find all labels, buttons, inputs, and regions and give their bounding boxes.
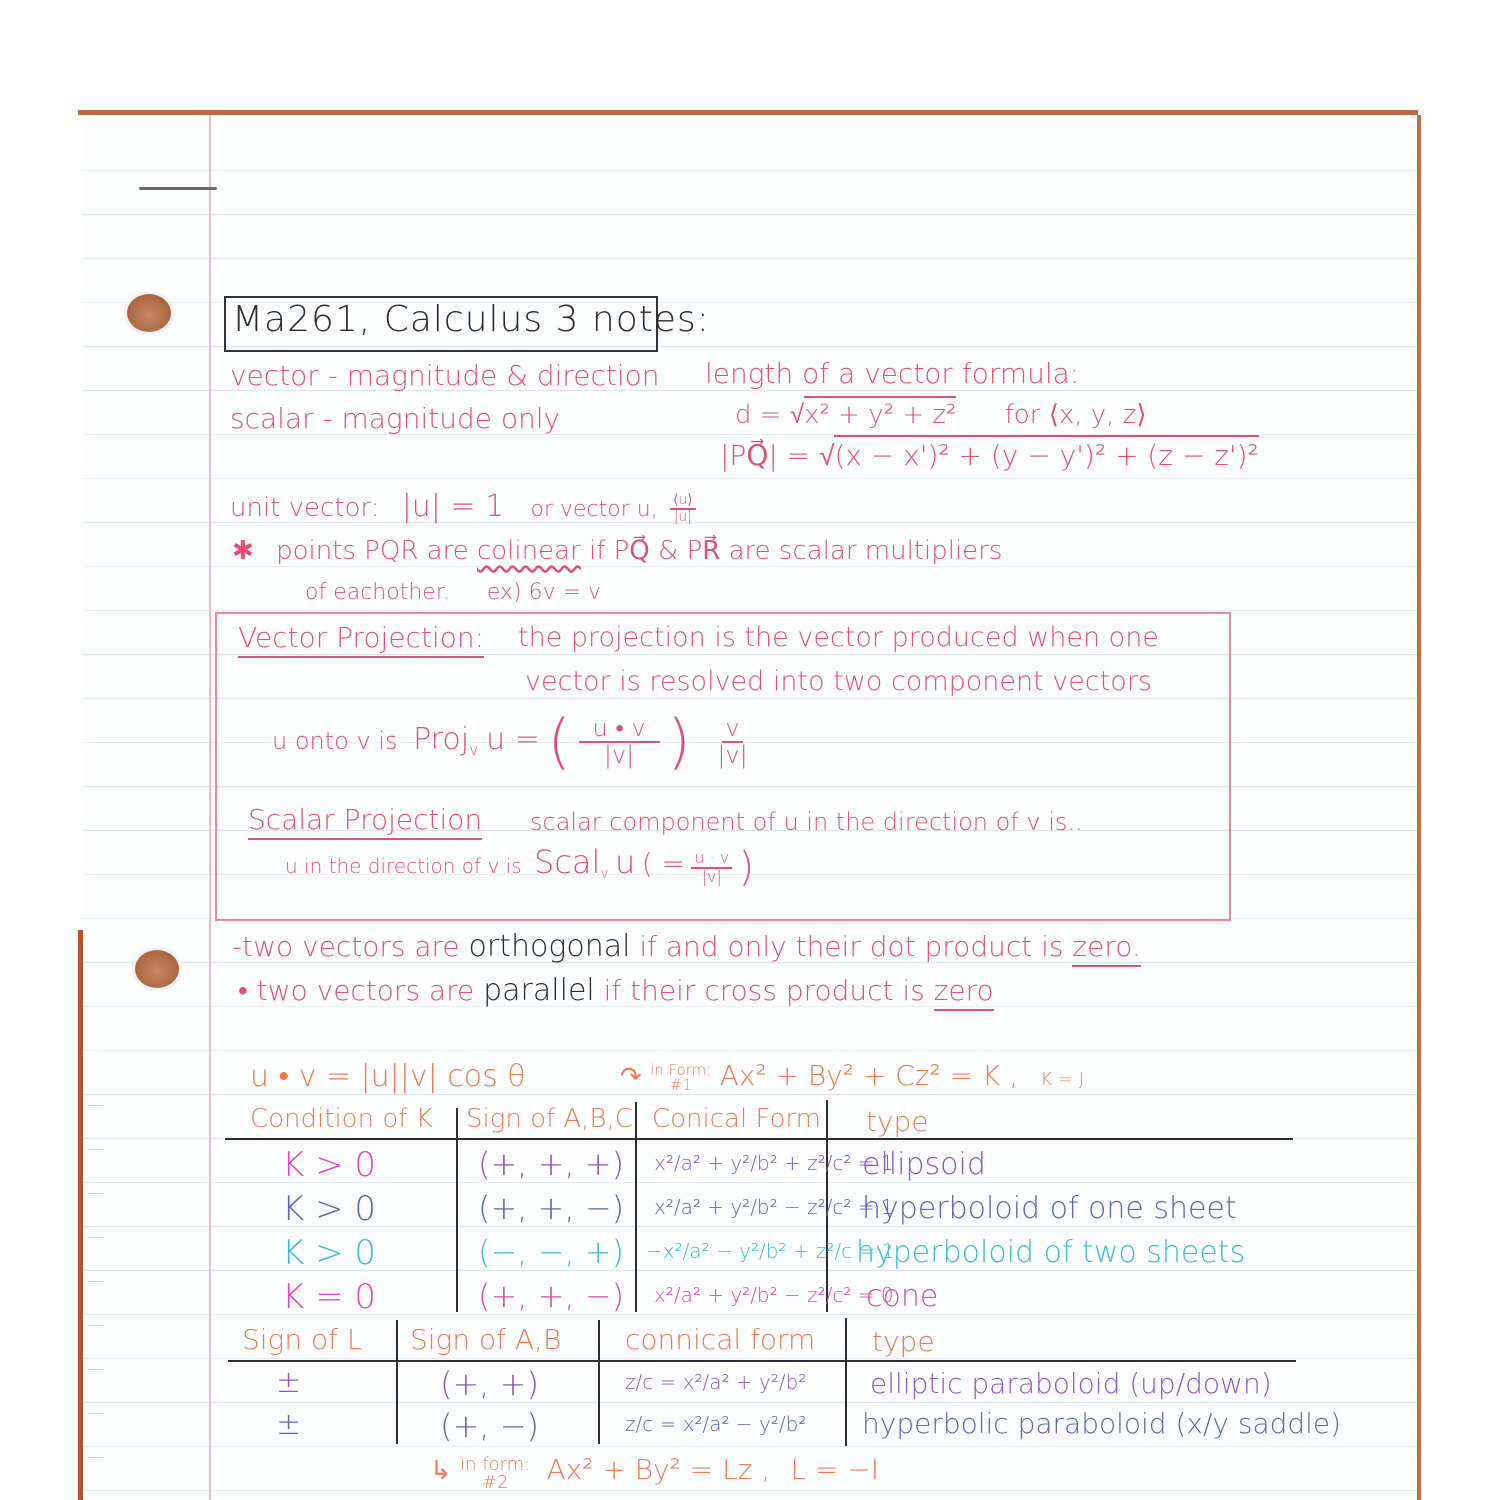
table2-divider bbox=[598, 1320, 600, 1444]
table2-header-condition: Sign of L bbox=[242, 1323, 363, 1356]
distance-lhs: d = bbox=[735, 400, 782, 430]
scalar-projection-formula: u in the direction of v is Scal$_v$ u ( = $\frac{u \cdot v}{|v|}$ ) bbox=[285, 843, 755, 891]
vector-projection-desc-1: the projection is the vector produced when one bbox=[518, 622, 1159, 653]
ruler-tick bbox=[88, 1237, 104, 1238]
ruler-tick bbox=[88, 1457, 104, 1458]
table1-divider bbox=[635, 1102, 637, 1312]
table2-header-rule bbox=[228, 1360, 1296, 1362]
table1-header-condition: Condition of K bbox=[250, 1104, 433, 1134]
vector-projection-formula: u onto v is Proj$_v$ u = ( $\frac{u • v}{|v|}$ ) $\frac{v}{|v|}$ bbox=[272, 712, 751, 772]
ruler-tick bbox=[88, 1105, 104, 1106]
pq-lhs: |PQ⃗| = bbox=[720, 439, 811, 472]
return-arrow-icon: ↳ bbox=[430, 1456, 452, 1486]
vector-definition: vector - magnitude & direction bbox=[230, 359, 660, 392]
rule-orthogonal: -two vectors are orthogonal if and only their dot product is zero. bbox=[232, 932, 1141, 962]
pq-length-formula bbox=[720, 439, 1259, 472]
scalar-definition: scalar - magnitude only bbox=[230, 402, 561, 435]
ruler-tick bbox=[88, 1149, 104, 1150]
rule-parallel: • two vectors are parallel if their cross product is zero bbox=[238, 976, 994, 1006]
asterisk-icon: ✱ bbox=[232, 536, 254, 566]
dot-over-magnitude-fraction: $\frac{u • v}{|v|}$ bbox=[579, 716, 660, 768]
page-title: Ma261, Calculus 3 notes: bbox=[232, 299, 710, 340]
table1-header-signs: Sign of A,B,C bbox=[466, 1104, 633, 1134]
colinear-line2: of eachother. ex) 6v = v bbox=[305, 580, 602, 605]
table2-header-type: type bbox=[872, 1325, 935, 1358]
unit-vector-label: unit vector: bbox=[230, 493, 380, 523]
dot-product-formula: u • v = |u||v| cos θ bbox=[250, 1059, 526, 1094]
desk-edge-left bbox=[78, 930, 83, 1500]
table1-header-form: Conical Form bbox=[652, 1104, 821, 1134]
ruler-tick bbox=[88, 1281, 104, 1282]
parallel-keyword: parallel bbox=[483, 973, 595, 1008]
punch-hole-middle bbox=[135, 950, 179, 988]
margin-line bbox=[209, 115, 211, 1500]
ruler-tick bbox=[88, 1369, 104, 1370]
table2-header-form: connical form bbox=[625, 1323, 816, 1356]
curved-arrow-icon: ↷ bbox=[620, 1062, 642, 1092]
staple bbox=[139, 187, 217, 190]
distance-formula bbox=[735, 402, 1146, 428]
table1-divider bbox=[456, 1108, 458, 1312]
vector-projection-desc-2: vector is resolved into two component vectors bbox=[525, 666, 1152, 697]
punch-hole-top bbox=[127, 294, 171, 332]
table1-header-rule bbox=[225, 1138, 1293, 1140]
unit-vector-condition: |u| = 1 bbox=[401, 489, 505, 524]
quadric-form-2: ↳ in form: #2 Ax² + By² = Lz , L = −I bbox=[430, 1453, 880, 1493]
ruler-tick bbox=[88, 1413, 104, 1414]
table1-header-type: type bbox=[866, 1105, 929, 1138]
table2-divider bbox=[396, 1320, 398, 1444]
colinear-example: ex) 6v = v bbox=[486, 580, 602, 605]
ruler-tick bbox=[88, 1193, 104, 1194]
unit-vector-or: or vector u, bbox=[530, 497, 658, 522]
pq-radicand: (x − x')² + (y − y')² + (z − z')² bbox=[834, 435, 1258, 472]
ruler-tick bbox=[88, 1325, 104, 1326]
distance-radicand: x² + y² + z² bbox=[804, 396, 956, 430]
unit-vector-fraction: $\frac{⟨u⟩}{|u|}$ bbox=[670, 493, 696, 524]
sqrt-symbol: √ bbox=[789, 400, 805, 430]
orthogonal-keyword: orthogonal bbox=[468, 929, 631, 964]
length-formula-heading: length of a vector formula: bbox=[705, 357, 1080, 390]
unit-v-fraction: $\frac{v}{|v|}$ bbox=[717, 713, 748, 769]
colinear-keyword: colinear bbox=[476, 536, 581, 566]
table2-header-signs: Sign of A,B bbox=[410, 1323, 562, 1356]
unit-vector-line bbox=[230, 489, 696, 525]
sqrt-symbol: √ bbox=[819, 439, 835, 472]
quadric-form-1: ↷ in Form: #1 Ax² + By² + Cz² = K , K = J bbox=[620, 1059, 1085, 1094]
desk-edge-right bbox=[1417, 115, 1421, 1500]
scalar-projection-desc: scalar component of u in the direction of v is.. bbox=[530, 808, 1083, 836]
table2-divider bbox=[845, 1318, 847, 1446]
colinear-line1: ✱ points PQR are colinear if PQ⃗ & PR⃗ are scalar multipliers bbox=[232, 536, 1003, 566]
scalar-projection-heading: Scalar Projection bbox=[248, 806, 482, 834]
vector-projection-heading: Vector Projection: bbox=[238, 624, 484, 652]
distance-note: for ⟨x, y, z⟩ bbox=[1004, 400, 1147, 430]
